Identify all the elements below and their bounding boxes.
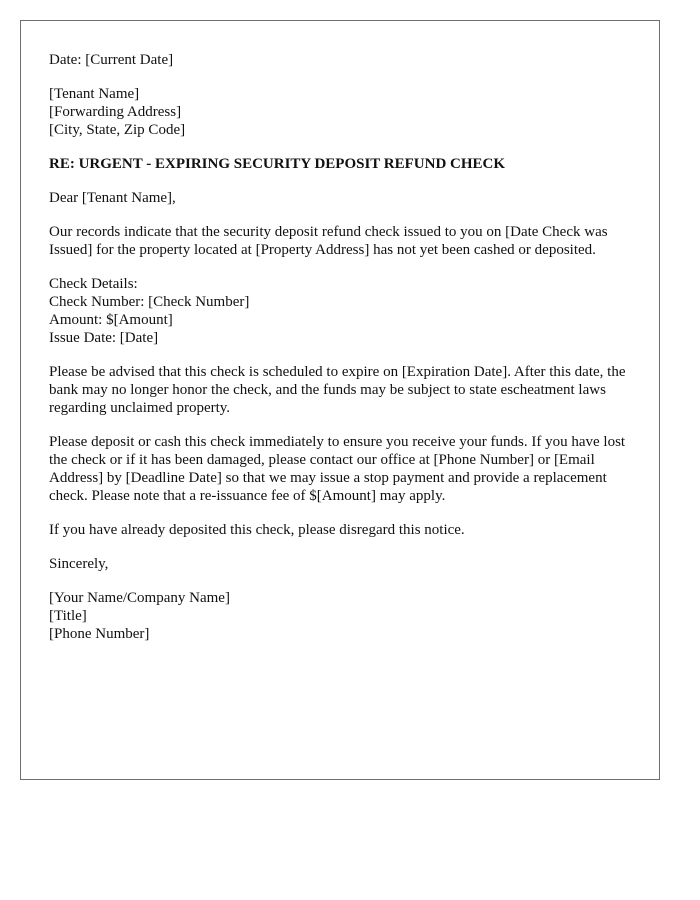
recipient-city: [City, State, Zip Code]	[49, 122, 186, 138]
check-amount-line: Amount: $[Amount]	[49, 312, 173, 328]
closing	[49, 555, 631, 573]
salutation	[49, 189, 631, 207]
subject-line: RE: URGENT - EXPIRING SECURITY DEPOSIT REFUND CHECK	[49, 156, 506, 172]
body-paragraph-4: If you have already deposited this check, please disregard this notice.	[49, 522, 465, 538]
letter-page	[20, 20, 660, 780]
body-paragraph-2: Please be advised that this check is scheduled to expire on [Expiration Date]. After this date, the bank may no longer honor the check, and the funds may be subject to state escheatment laws regarding unclaimed property.	[49, 364, 626, 416]
closing-text: Sincerely,	[49, 556, 109, 572]
body-paragraph-3: Please deposit or cash this check immediately to ensure you receive your funds. If you have lost the check or if it has been damaged, please contact our office at [Phone Number] or [Email Address] by [Deadline Date] so that we may issue a stop payment and provide a replacement check. Please note that a re-issuance fee of $[Amount] may apply.	[49, 434, 626, 504]
body-paragraph-1: Our records indicate that the security deposit refund check issued to you on [Date Check was Issued] for the property located at [Property Address] has not yet been cashed or deposited.	[49, 224, 608, 258]
signature-name: [Your Name/Company Name]	[49, 590, 230, 606]
signature-phone: [Phone Number]	[49, 626, 150, 642]
check-number-line: Check Number: [Check Number]	[49, 294, 250, 310]
signature-title: [Title]	[49, 608, 87, 624]
salutation-text: Dear [Tenant Name],	[49, 190, 176, 206]
recipient-address	[49, 85, 631, 139]
check-details-heading: Check Details:	[49, 276, 138, 292]
date-text: Date: [Current Date]	[49, 52, 174, 68]
check-issue-date-line: Issue Date: [Date]	[49, 330, 159, 346]
recipient-street: [Forwarding Address]	[49, 104, 182, 120]
check-details	[49, 275, 631, 347]
date-line	[49, 51, 631, 69]
recipient-name: [Tenant Name]	[49, 86, 140, 102]
signature-block	[49, 589, 631, 643]
